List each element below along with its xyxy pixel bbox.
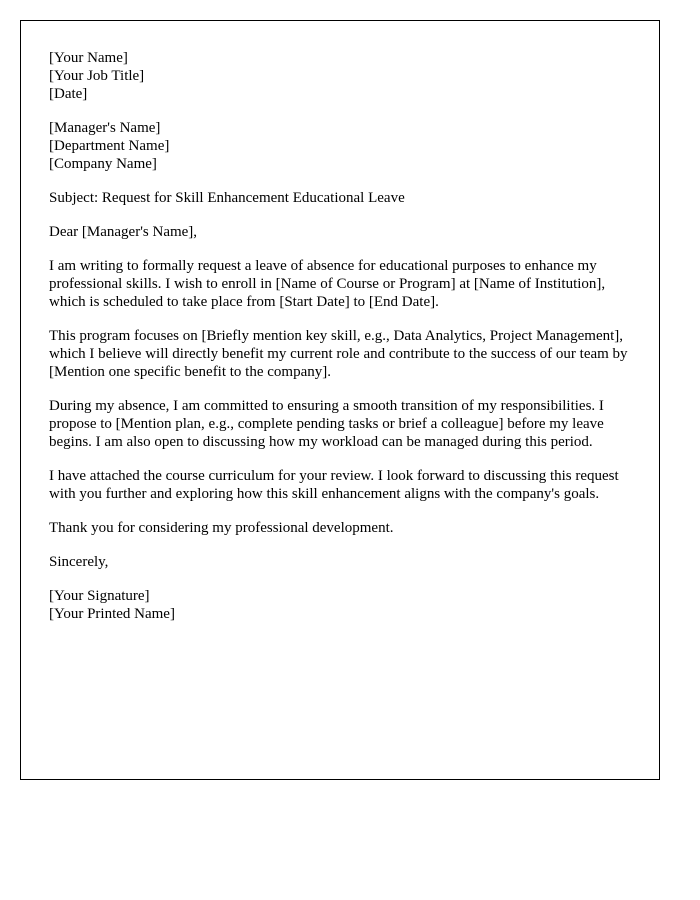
subject-line: Subject: Request for Skill Enhancement Educational Leave	[49, 190, 405, 206]
recipient-block	[49, 119, 639, 173]
recipient-company-name: [Company Name]	[49, 156, 157, 172]
body-paragraph-transition: During my absence, I am committed to ensuring a smooth transition of my responsibilities. I propose to [Mention plan, e.g., complete pending tasks or brief a colleague] before my leave begins. I am also open to discussing how my workload can be managed during this period.	[49, 398, 604, 450]
letter-body	[49, 49, 639, 639]
closing: Sincerely,	[49, 554, 109, 570]
sender-name: [Your Name]	[49, 50, 128, 66]
salutation: Dear [Manager's Name],	[49, 224, 198, 240]
sender-job-title: [Your Job Title]	[49, 68, 145, 84]
printed-name: [Your Printed Name]	[49, 606, 175, 622]
body-paragraph-curriculum: I have attached the course curriculum for your review. I look forward to discussing this request with you further and exploring how this skill enhancement aligns with the company's goals.	[49, 468, 619, 502]
sender-block	[49, 49, 639, 103]
recipient-manager-name: [Manager's Name]	[49, 120, 161, 136]
letter-date: [Date]	[49, 86, 88, 102]
signature-block	[49, 587, 639, 623]
body-paragraph-program: This program focuses on [Briefly mention key skill, e.g., Data Analytics, Project Management], which I believe will directly benefit my current role and contribute to the success of our team by [Mention one specific benefit to the company].	[49, 328, 628, 380]
body-paragraph-thanks: Thank you for considering my professional development.	[49, 520, 394, 536]
signature-line: [Your Signature]	[49, 588, 150, 604]
body-paragraph-request: I am writing to formally request a leave of absence for educational purposes to enhance my professional skills. I wish to enroll in [Name of Course or Program] at [Name of Institution], which is scheduled to take place from [Start Date] to [End Date].	[49, 258, 606, 310]
recipient-department-name: [Department Name]	[49, 138, 170, 154]
letter-frame	[20, 20, 660, 780]
